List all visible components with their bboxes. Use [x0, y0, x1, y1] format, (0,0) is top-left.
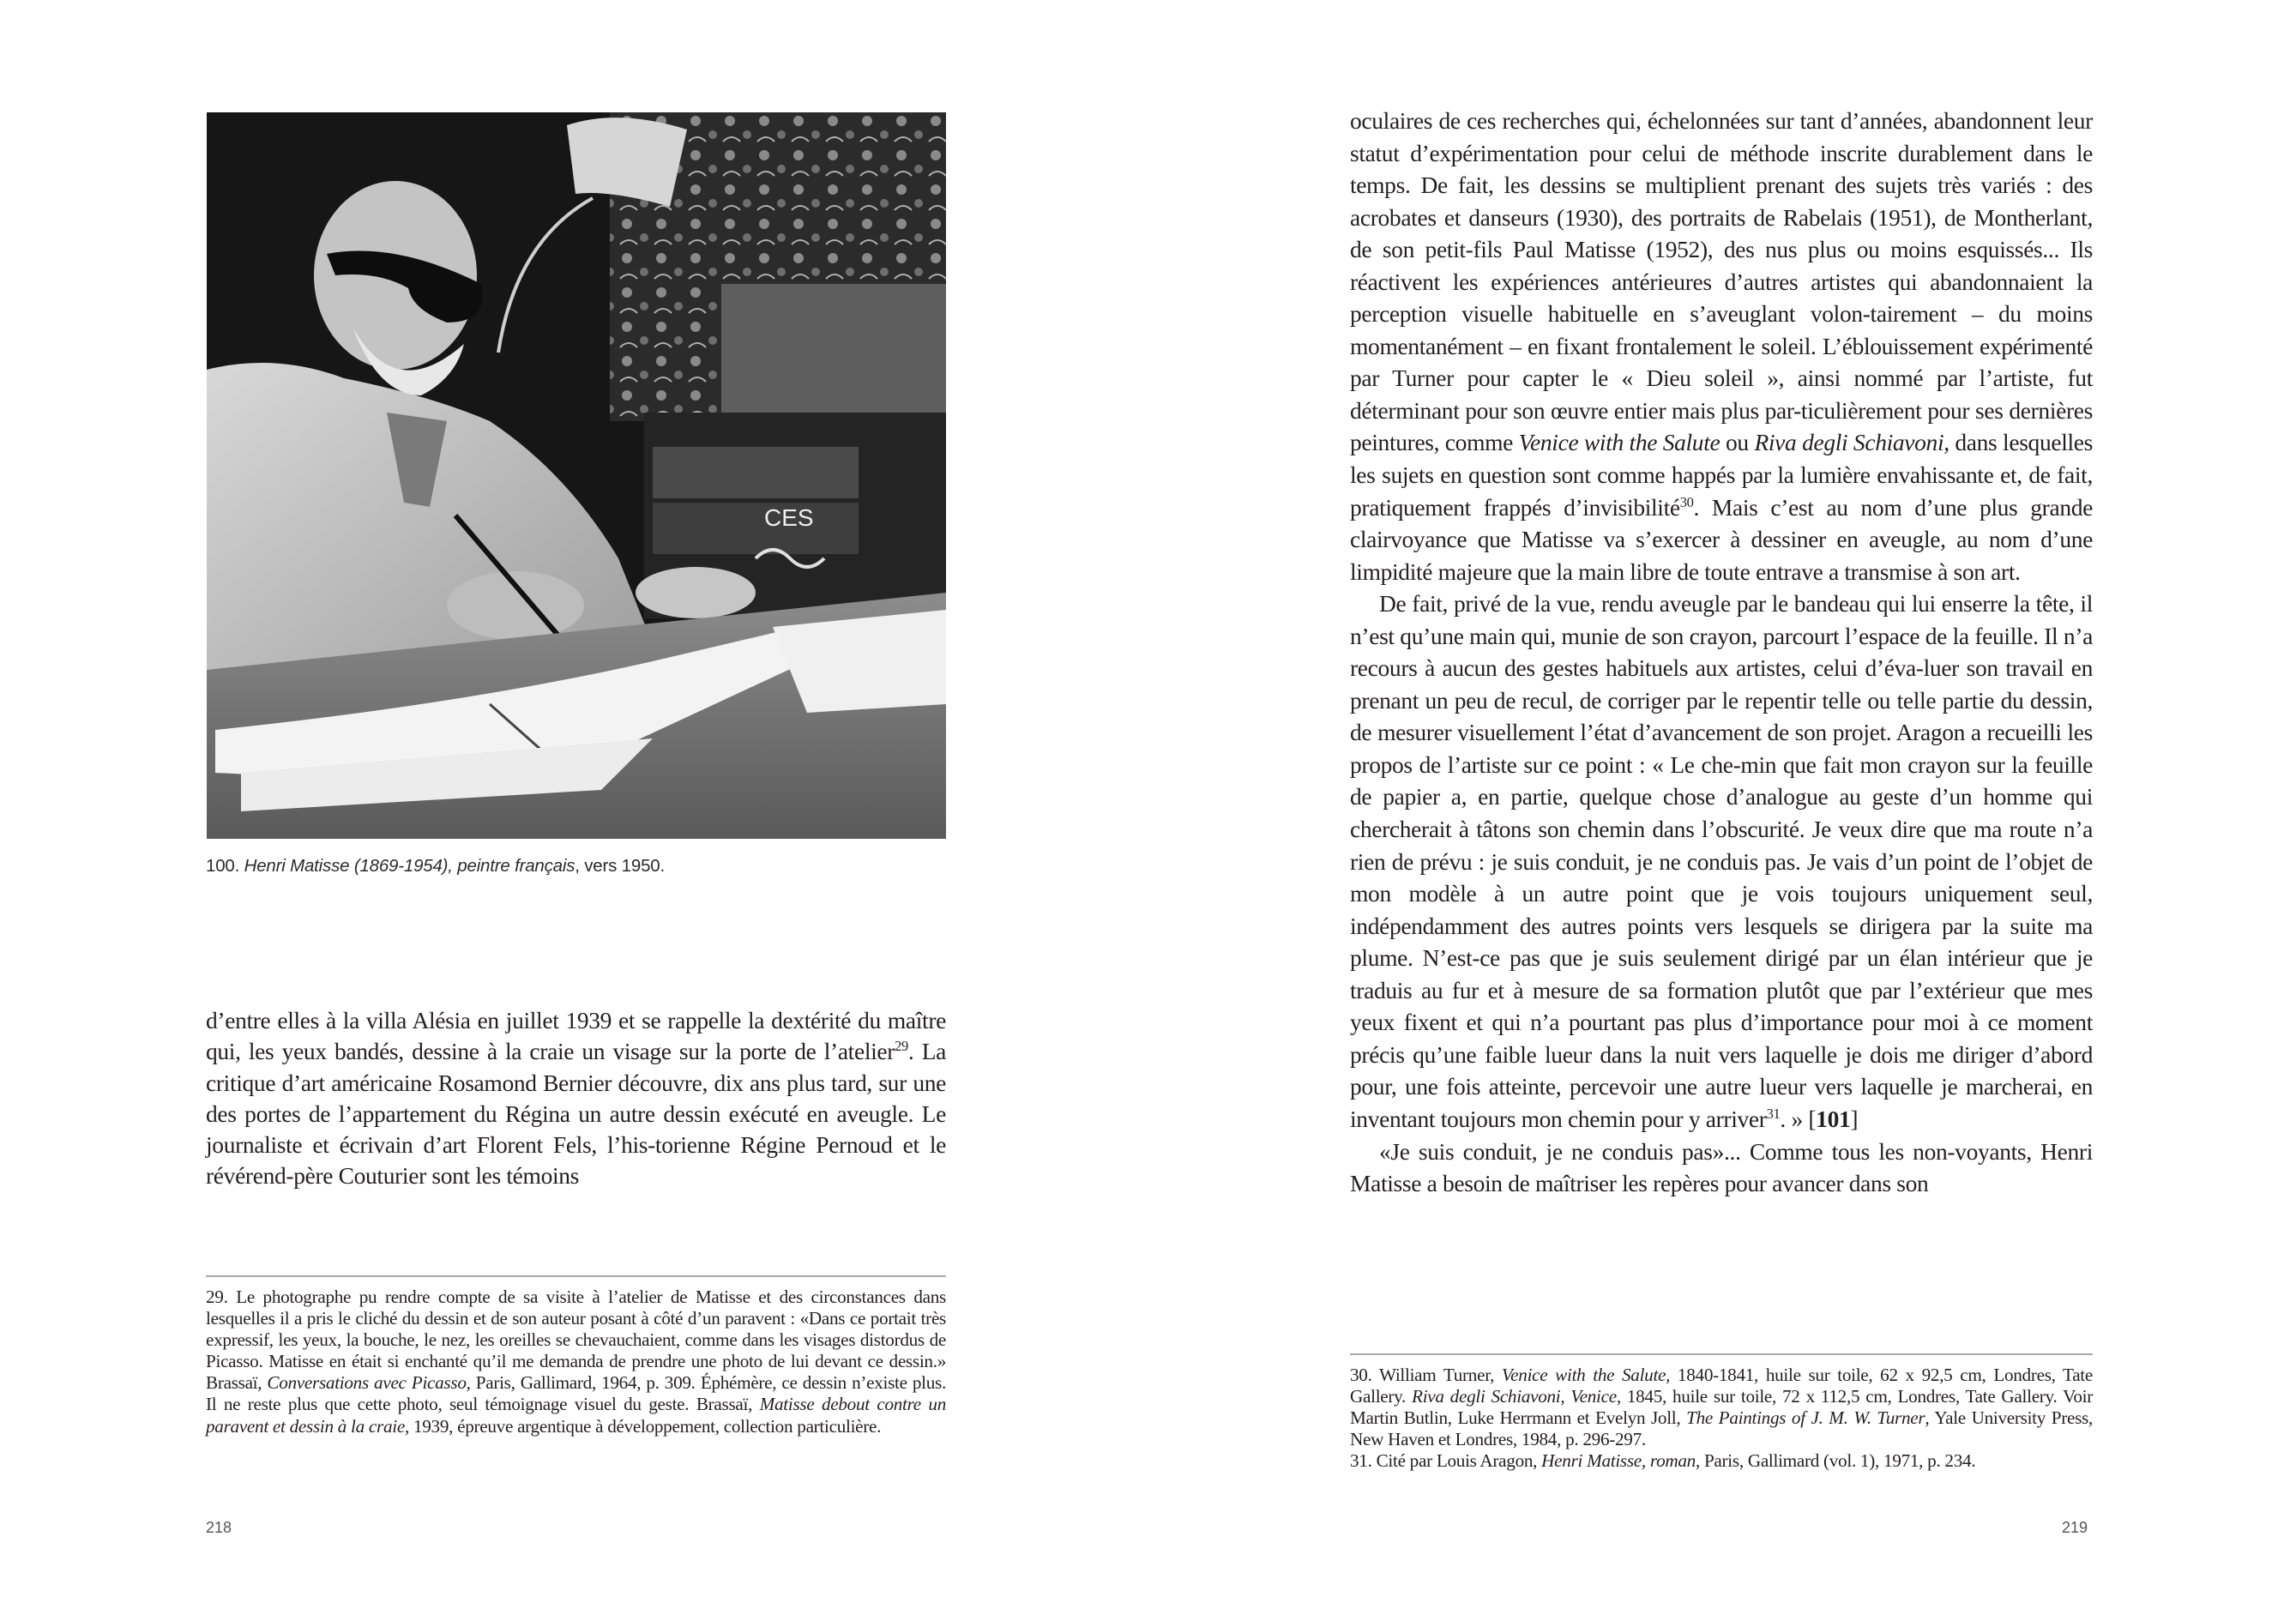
figure-number: 100. — [206, 856, 240, 876]
text-run: d’entre elles à la villa Alésia en juillet 1939 et se rappelle la dextérité du maître qui, les yeux bandés, dessine à la craie un visage sur la porte de l’atelier — [206, 1007, 946, 1065]
footnote-ref-31[interactable]: 31 — [1766, 1106, 1781, 1123]
figure-caption-date: , vers 1950. — [575, 856, 665, 876]
figure-caption — [206, 855, 952, 877]
text-run: Paris, Gallimard, 1964, p. 309. Éphémère, ce dessin n’existe plus. Il ne reste plus que cette photo, seul témoignage visuel du geste. Brassaï, — [206, 1372, 946, 1415]
italic-title: Venice with the Salute — [1518, 429, 1720, 456]
paragraph — [1350, 105, 2093, 588]
footnote-29 — [206, 1287, 946, 1437]
text-run: dans lesquelles les sujets en question sont comme happés par la lumière envahissante et, de fait, pratiquement frappés d’invisibilité — [1350, 429, 2093, 521]
left-footnotes — [206, 1287, 946, 1437]
text-run: , Yale University Press, New Haven et Londres, 1984, p. 296-297. — [1350, 1407, 2093, 1450]
text-run: . La critique d’art américaine Rosamond Bernier découvre, dix ans plus tard, sur une des portes de l’appartement du Régina un autre dessin exécuté en aveugle. Le journaliste et écrivain d’art Florent Fels, l’his-torienne Régine Pernoud et le révérend-père Couturier sont les témoins — [206, 1038, 946, 1190]
text-run: , Paris, Gallimard (vol. 1), 1971, p. 234. — [1695, 1450, 1976, 1472]
right-body-text — [1350, 105, 2093, 1200]
paragraph — [1350, 588, 2093, 1135]
text-run: 31. Cité par Louis Aragon, — [1350, 1450, 1542, 1472]
italic-title: Riva degli Schiavoni, Venice — [1412, 1386, 1617, 1407]
italic-title: Henri Matisse, roman — [1541, 1450, 1696, 1472]
italic-title: Conversations avec Picasso, — [267, 1372, 471, 1394]
text-run: 1840-1841, huile sur toile, 62 x 92,5 cm, Londres, Tate Gallery. — [1350, 1365, 2093, 1407]
text-run: ou — [1720, 429, 1755, 456]
italic-title: Riva degli Schiavoni, — [1754, 429, 1949, 456]
text-run: . » [ — [1780, 1105, 1817, 1132]
left-body-text — [206, 1005, 946, 1192]
italic-title: Matisse debout contre un paravent et dessin à la craie — [206, 1394, 947, 1437]
italic-title: Venice with the Salute, — [1501, 1365, 1671, 1385]
footnote-30 — [1350, 1365, 2093, 1450]
footnote-ref-29[interactable]: 29 — [895, 1038, 908, 1055]
figure-photo-matisse — [207, 112, 946, 839]
right-footnotes — [1350, 1365, 2093, 1472]
drawer-label-text: CES — [764, 504, 814, 531]
figure-cross-reference[interactable]: 101 — [1816, 1105, 1851, 1132]
figure-caption-title: Henri Matisse (1869-1954), peintre français — [244, 856, 576, 876]
text-run: 30. William Turner, — [1350, 1365, 1502, 1385]
footnote-separator-right — [1350, 1353, 2093, 1355]
photo-illustration — [207, 112, 946, 839]
text-run: 29. Le photographe pu rendre compte de sa visite à l’atelier de Matisse et des circonstances dans lesquelles il a pris le cliché du dessin et de son auteur posant à côté d’un paravent : «Dans ce portait très expressif, les yeux, la bouche, le nez, les oreilles se chevauchaient, comme dans les visages distordus de Picasso. Matisse en était si enchanté qu’il me demanda de prendre une photo de lui devant ce dessin.» Brassaï, — [206, 1287, 946, 1394]
page-number-left: 218 — [206, 1519, 232, 1536]
footnote-31 — [1350, 1450, 2093, 1472]
text-run: De fait, privé de la vue, rendu aveugle par le bandeau qui lui enserre la tête, il n’est qu’une main qui, munie de son crayon, parcourt l’espace de la feuille. Il n’a recours à aucun des gestes habituels aux artistes, celui d’éva-luer son travail en prenant un peu de recul, de corriger par le repentir telle ou telle partie du dessin, de mesurer visuellement l’état d’avancement de son projet. Aragon a recueilli les propos de l’artiste sur ce point : « Le che-min que fait mon crayon sur la feuille de papier a, en partie, quelque chose d’analogue au geste d’un homme qui chercherait à tâtons son chemin dans l’obscurité. Je veux dire que ma route n’a rien de prévu : je suis conduit, je ne conduis pas. Je vais d’un point de l’objet de mon modèle à un autre point que je vois toujours uniquement seul, indépendamment des autres points vers lesquels se dirigera par la suite ma plume. N’est-ce pas que je suis seulement dirigé par un élan intérieur que je traduis au fur et à mesure de sa formation plutôt que par l’extérieur que mes yeux fixent et qui n’a pourtant pas plus d’importance pour moi à ce moment précis qu’une faible lueur dans la nuit vers laquelle je dois me diriger d’abord pour, une fois atteinte, percevoir une autre lueur vers laquelle je marcherai, en inventant toujours mon chemin pour y arriver — [1350, 590, 2093, 1132]
footnote-separator-left — [206, 1275, 946, 1277]
footnote-ref-30[interactable]: 30 — [1679, 493, 1694, 510]
paragraph: «Je suis conduit, je ne conduis pas»... Comme tous les non-voyants, Henri Matisse a besoin de maîtriser les repères pour avancer dans son — [1350, 1137, 2093, 1197]
text-run: oculaires de ces recherches qui, échelonnées sur tant d’années, abandonnent leur statut d’expérimentation pour celui de méthode inscrite durablement dans le temps. De fait, les dessins se multiplient prenant des sujets très variés : des acrobates et danseurs (1930), des portraits de Rabelais (1951), de Montherlant, de son petit-fils Paul Matisse (1952), des nus plus ou moins esquissés... Ils réactivent les expériences antérieures d’autres artistes qui abandonnaient la perception visuelle habituelle en s’aveuglant volon-tairement – du moins momentanément – en fixant frontalement le soleil. L’éblouissement expérimenté par Turner pour capter le « Dieu soleil », ainsi nommé par l’artiste, fut déterminant pour son œuvre entier mais plus par-ticulièrement pour ses dernières peintures, comme — [1350, 107, 2093, 456]
text-run: , 1845, huile sur toile, 72 x 112,5 cm, Londres, Tate Gallery. Voir Martin Butlin, Luke Herrmann et Evelyn Joll, — [1350, 1386, 2093, 1429]
right-page — [1148, 0, 2296, 1621]
text-run: , 1939, épreuve argentique à développement, collection particulière. — [404, 1415, 882, 1437]
page-number-right: 219 — [2062, 1519, 2088, 1536]
text-run: ] — [1850, 1105, 1859, 1132]
text-run: . Mais c’est au nom d’une plus grande clairvoyance que Matisse va s’exercer à dessiner en aveugle, au nom d’une limpidité majeure que la main libre de toute entrave a transmise à son art. — [1350, 493, 2093, 585]
paragraph — [206, 1005, 946, 1192]
italic-title: The Paintings of J. M. W. Turner — [1686, 1407, 1925, 1429]
